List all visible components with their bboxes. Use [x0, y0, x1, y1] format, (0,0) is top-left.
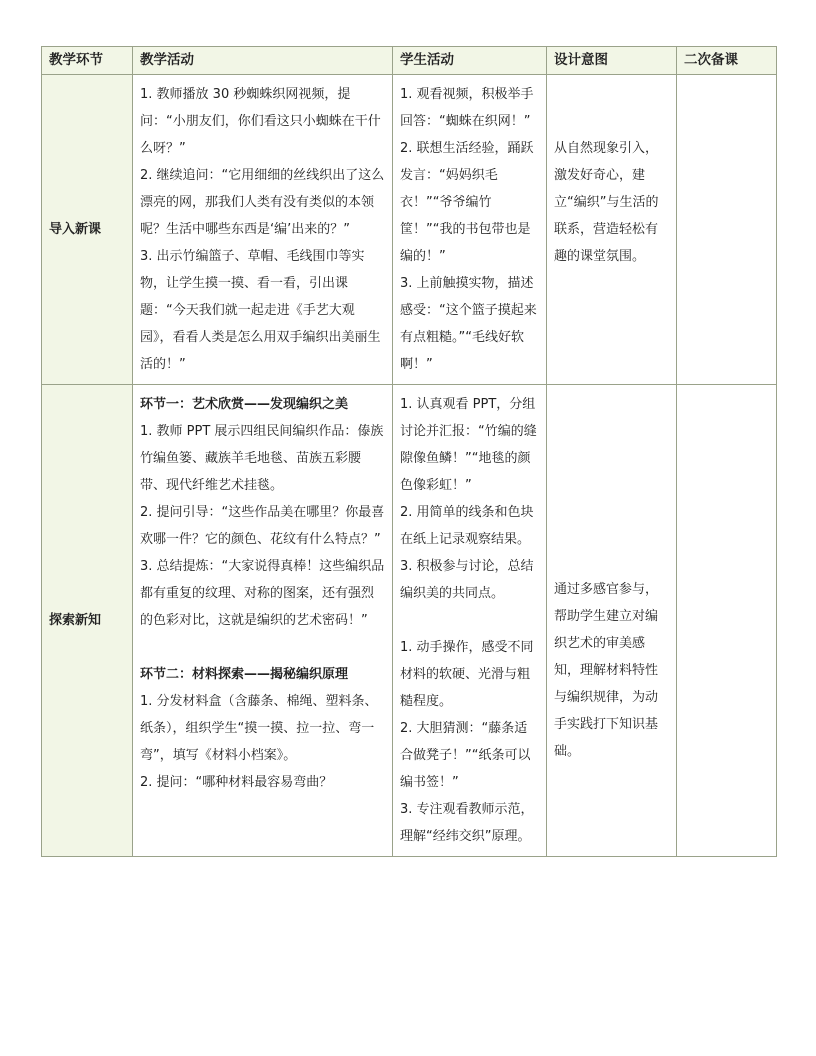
- header-teacher-activity: 教学活动: [133, 47, 393, 75]
- design-intent-cell: [547, 75, 677, 385]
- header-second-prep: 二次备课: [677, 47, 777, 75]
- stage-cell-explore: 探索新知: [42, 385, 133, 857]
- teacher-step: 1. 分发材料盒（含藤条、棉绳、塑料条、纸条），组织学生“摸一摸、拉一拉、弯一弯”，填写《材料小档案》。: [140, 694, 378, 763]
- student-step: 2. 用简单的线条和色块在纸上记录观察结果。: [400, 505, 534, 547]
- design-intent-cell: [547, 385, 677, 857]
- student-step: 3. 专注观看教师示范，理解“经纬交织”原理。: [400, 802, 534, 844]
- student-activity-cell: [393, 75, 547, 385]
- lesson-plan-table: [41, 46, 777, 857]
- teacher-activity-cell: [133, 385, 393, 857]
- spacer: [400, 607, 539, 634]
- student-step: 1. 动手操作，感受不同材料的软硬、光滑与粗糙程度。: [400, 640, 534, 709]
- stage-cell-intro: 导入新课: [42, 75, 133, 385]
- student-step: 2. 联想生活经验，踊跃发言：“妈妈织毛衣！”“爷爷编竹筐！”“我的书包带也是编的！”: [400, 141, 534, 264]
- student-step: 1. 认真观看 PPT，分组讨论并汇报：“竹编的缝隙像鱼鳞！”“地毯的颜色像彩虹！”: [400, 397, 537, 493]
- table-header-row: [42, 47, 777, 75]
- student-activity-cell: [393, 385, 547, 857]
- header-stage: 教学环节: [42, 47, 133, 75]
- teacher-step: 2. 继续追问：“它用细细的丝线织出了这么漂亮的网，那我们人类有没有类似的本领呢？生活中哪些东西是‘编’出来的？”: [140, 168, 385, 237]
- design-intent-text: 通过多感官参与，帮助学生建立对编织艺术的审美感知，理解材料特性与编织规律，为动手实践打下知识基础。: [554, 582, 659, 759]
- teacher-step: 3. 出示竹编篮子、草帽、毛线围巾等实物，让学生摸一摸、看一看，引出课题：“今天我们就一起走进《手艺大观园》，看看人类是怎么用双手编织出美丽生活的！”: [140, 249, 381, 372]
- teacher-step: 2. 提问引导：“这些作品美在哪里？你最喜欢哪一件？它的颜色、花纹有什么特点？”: [140, 505, 385, 547]
- student-step: 3. 上前触摸实物，描述感受：“这个篮子摸起来有点粗糙。”“毛线好软啊！”: [400, 276, 537, 372]
- teacher-step: 1. 教师 PPT 展示四组民间编织作品：傣族竹编鱼篓、藏族羊毛地毯、苗族五彩腰带、现代纤维艺术挂毯。: [140, 424, 384, 493]
- table-row: [42, 385, 777, 857]
- teacher-activity-cell: [133, 75, 393, 385]
- second-prep-cell[interactable]: [677, 75, 777, 385]
- second-prep-cell[interactable]: [677, 385, 777, 857]
- student-step: 3. 积极参与讨论，总结编织美的共同点。: [400, 559, 534, 601]
- teacher-step: 2. 提问：“哪种材料最容易弯曲？: [140, 775, 333, 790]
- student-step: 1. 观看视频，积极举手回答：“蜘蛛在织网！”: [400, 87, 534, 129]
- spacer: [140, 634, 385, 661]
- section-title: 环节二：材料探索——揭秘编织原理: [140, 667, 349, 682]
- teacher-step: 3. 总结提炼：“大家说得真棒！这些编织品都有重复的纹理、对称的图案，还有强烈的色彩对比，这就是编织的艺术密码！”: [140, 559, 385, 628]
- table-row: [42, 75, 777, 385]
- header-student-activity: 学生活动: [393, 47, 547, 75]
- student-step: 2. 大胆猜测：“藤条适合做凳子！”“纸条可以编书签！”: [400, 721, 531, 790]
- section-title: 环节一：艺术欣赏——发现编织之美: [140, 397, 349, 412]
- teacher-step: 1. 教师播放 30 秒蜘蛛织网视频，提问：“小朋友们，你们看这只小蜘蛛在干什么呀？”: [140, 87, 381, 156]
- design-intent-text: 从自然现象引入，激发好奇心，建立“编织”与生活的联系，营造轻松有趣的课堂氛围。: [554, 141, 659, 264]
- header-design-intent: 设计意图: [547, 47, 677, 75]
